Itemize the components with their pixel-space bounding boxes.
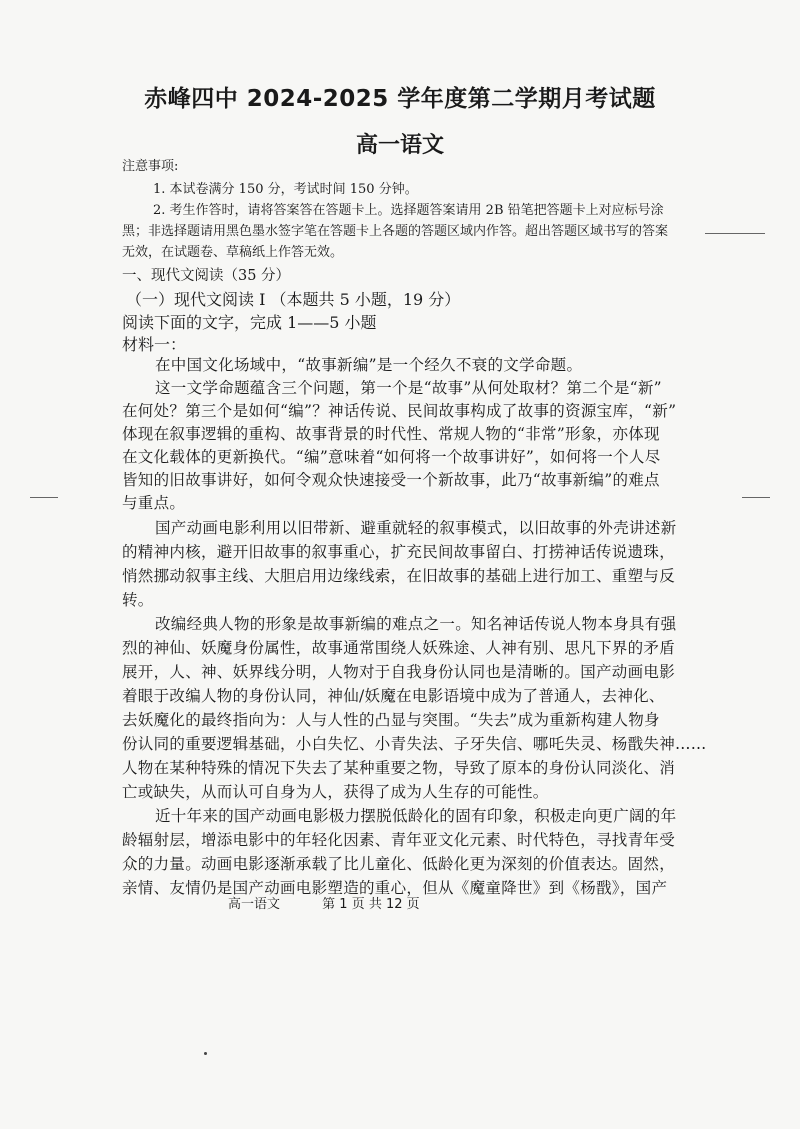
passage-line: 展开，人、神、妖界线分明，人物对于自我身份认同也是清晰的。国产动画电影	[122, 663, 676, 681]
scan-mark	[705, 233, 765, 234]
subject-title: 高一语文	[355, 133, 444, 158]
passage-line: 转。	[122, 591, 154, 609]
page-footer	[228, 893, 458, 912]
sub-heading: （一）现代文阅读 I （本题共 5 小题，19 分）	[126, 290, 461, 309]
passage-line: 着眼于改编人物的身份认同，神仙/妖魔在电影语境中成为了普通人，去神化、	[122, 687, 665, 705]
passage-line: 亲情、友情仍是国产动画电影塑造的重心，但从《魔童降世》到《杨戬》，国产	[122, 879, 668, 897]
passage-line: 人物在某种特殊的情况下失去了某种重要之物，导致了原本的身份认同淡化、消	[122, 759, 676, 777]
passage-line: 悄然挪动叙事主线、大胆启用边缘线索，在旧故事的基础上进行加工、重塑与反	[122, 567, 676, 585]
passage-line: 与重点。	[122, 494, 186, 512]
passage-line: 在何处？第三个是如何“编”？神话传说、民间故事构成了故事的资源宝库，“新”	[122, 402, 677, 420]
footer-subject: 高一语文	[228, 897, 281, 912]
passage-line: 众的力量。动画电影逐渐承载了比儿童化、低龄化更为深刻的价值表达。固然，	[122, 855, 676, 873]
passage-line: 在中国文化场域中，“故事新编”是一个经久不衰的文学命题。	[155, 356, 583, 374]
passage-line: 亡或缺失，从而认可自身为人，获得了成为人生存的可能性。	[122, 783, 549, 801]
passage-line: 改编经典人物的形象是故事新编的难点之一。知名神话传说人物本身具有强	[155, 615, 677, 633]
notes-line: 无效，在试题卷、草稿纸上作答无效。	[122, 245, 344, 260]
passage-line: 国产动画电影利用以旧带新、避重就轻的叙事模式，以旧故事的外壳讲述新	[155, 519, 677, 537]
passage-line: 份认同的重要逻辑基础，小白失忆、小青失法、子牙失信、哪吒失灵、杨戬失神……	[122, 735, 707, 753]
material-label: 材料一：	[122, 335, 187, 354]
passage-line: 的精神内核，避开旧故事的叙事重心，扩充民间故事留白、打捞神话传说遗珠，	[122, 543, 676, 561]
scan-mark	[742, 497, 770, 498]
part-heading: 一、现代文阅读（35 分）	[122, 268, 291, 284]
passage-line: 龄辐射层，增添电影中的年轻化因素、青年亚文化元素、时代特色，寻找青年受	[122, 831, 676, 849]
page-number: 第 1 页 共 12 页	[322, 897, 420, 912]
notes-line: 黑；非选择题请用黑色墨水签字笔在答题卡上各题的答题区域内作答。超出答题区域书写的答案	[122, 224, 669, 239]
scan-speck	[204, 1052, 207, 1055]
passage-line: 近十年来的国产动画电影极力摆脱低龄化的固有印象，积极走向更广阔的年	[155, 807, 677, 825]
passage-line: 烈的神仙、妖魔身份属性，故事通常围绕人妖殊途、人神有别、思凡下界的矛盾	[122, 639, 676, 657]
passage-line: 皆知的旧故事讲好，如何令观众快速接受一个新故事，此乃“故事新编”的难点	[122, 471, 660, 489]
notes-line: 1. 本试卷满分 150 分，考试时间 150 分钟。	[153, 182, 418, 197]
notes-heading: 注意事项:	[122, 159, 179, 174]
passage-line: 去妖魔化的最终指向为：人与人性的凸显与突围。“失去”成为重新构建人物身	[122, 711, 660, 729]
passage-line: 体现在叙事逻辑的重构、故事背景的时代性、常规人物的“非常”形象，亦体现	[122, 425, 660, 443]
passage-line: 在文化载体的更新换代。“编”意味着“如何将一个故事讲好”，如何将一个人尽	[122, 448, 661, 466]
reading-instruction: 阅读下面的文字，完成 1——5 小题	[122, 313, 377, 332]
notes-line: 2. 考生作答时，请将答案答在答题卡上。选择题答案请用 2B 铅笔把答题卡上对应标号涂	[153, 203, 664, 218]
passage-line: 这一文学命题蕴含三个问题，第一个是“故事”从何处取材？第二个是“新”	[155, 379, 662, 397]
exam-title: 赤峰四中 2024-2025 学年度第二学期月考试题	[144, 86, 656, 112]
scan-mark	[30, 497, 58, 498]
